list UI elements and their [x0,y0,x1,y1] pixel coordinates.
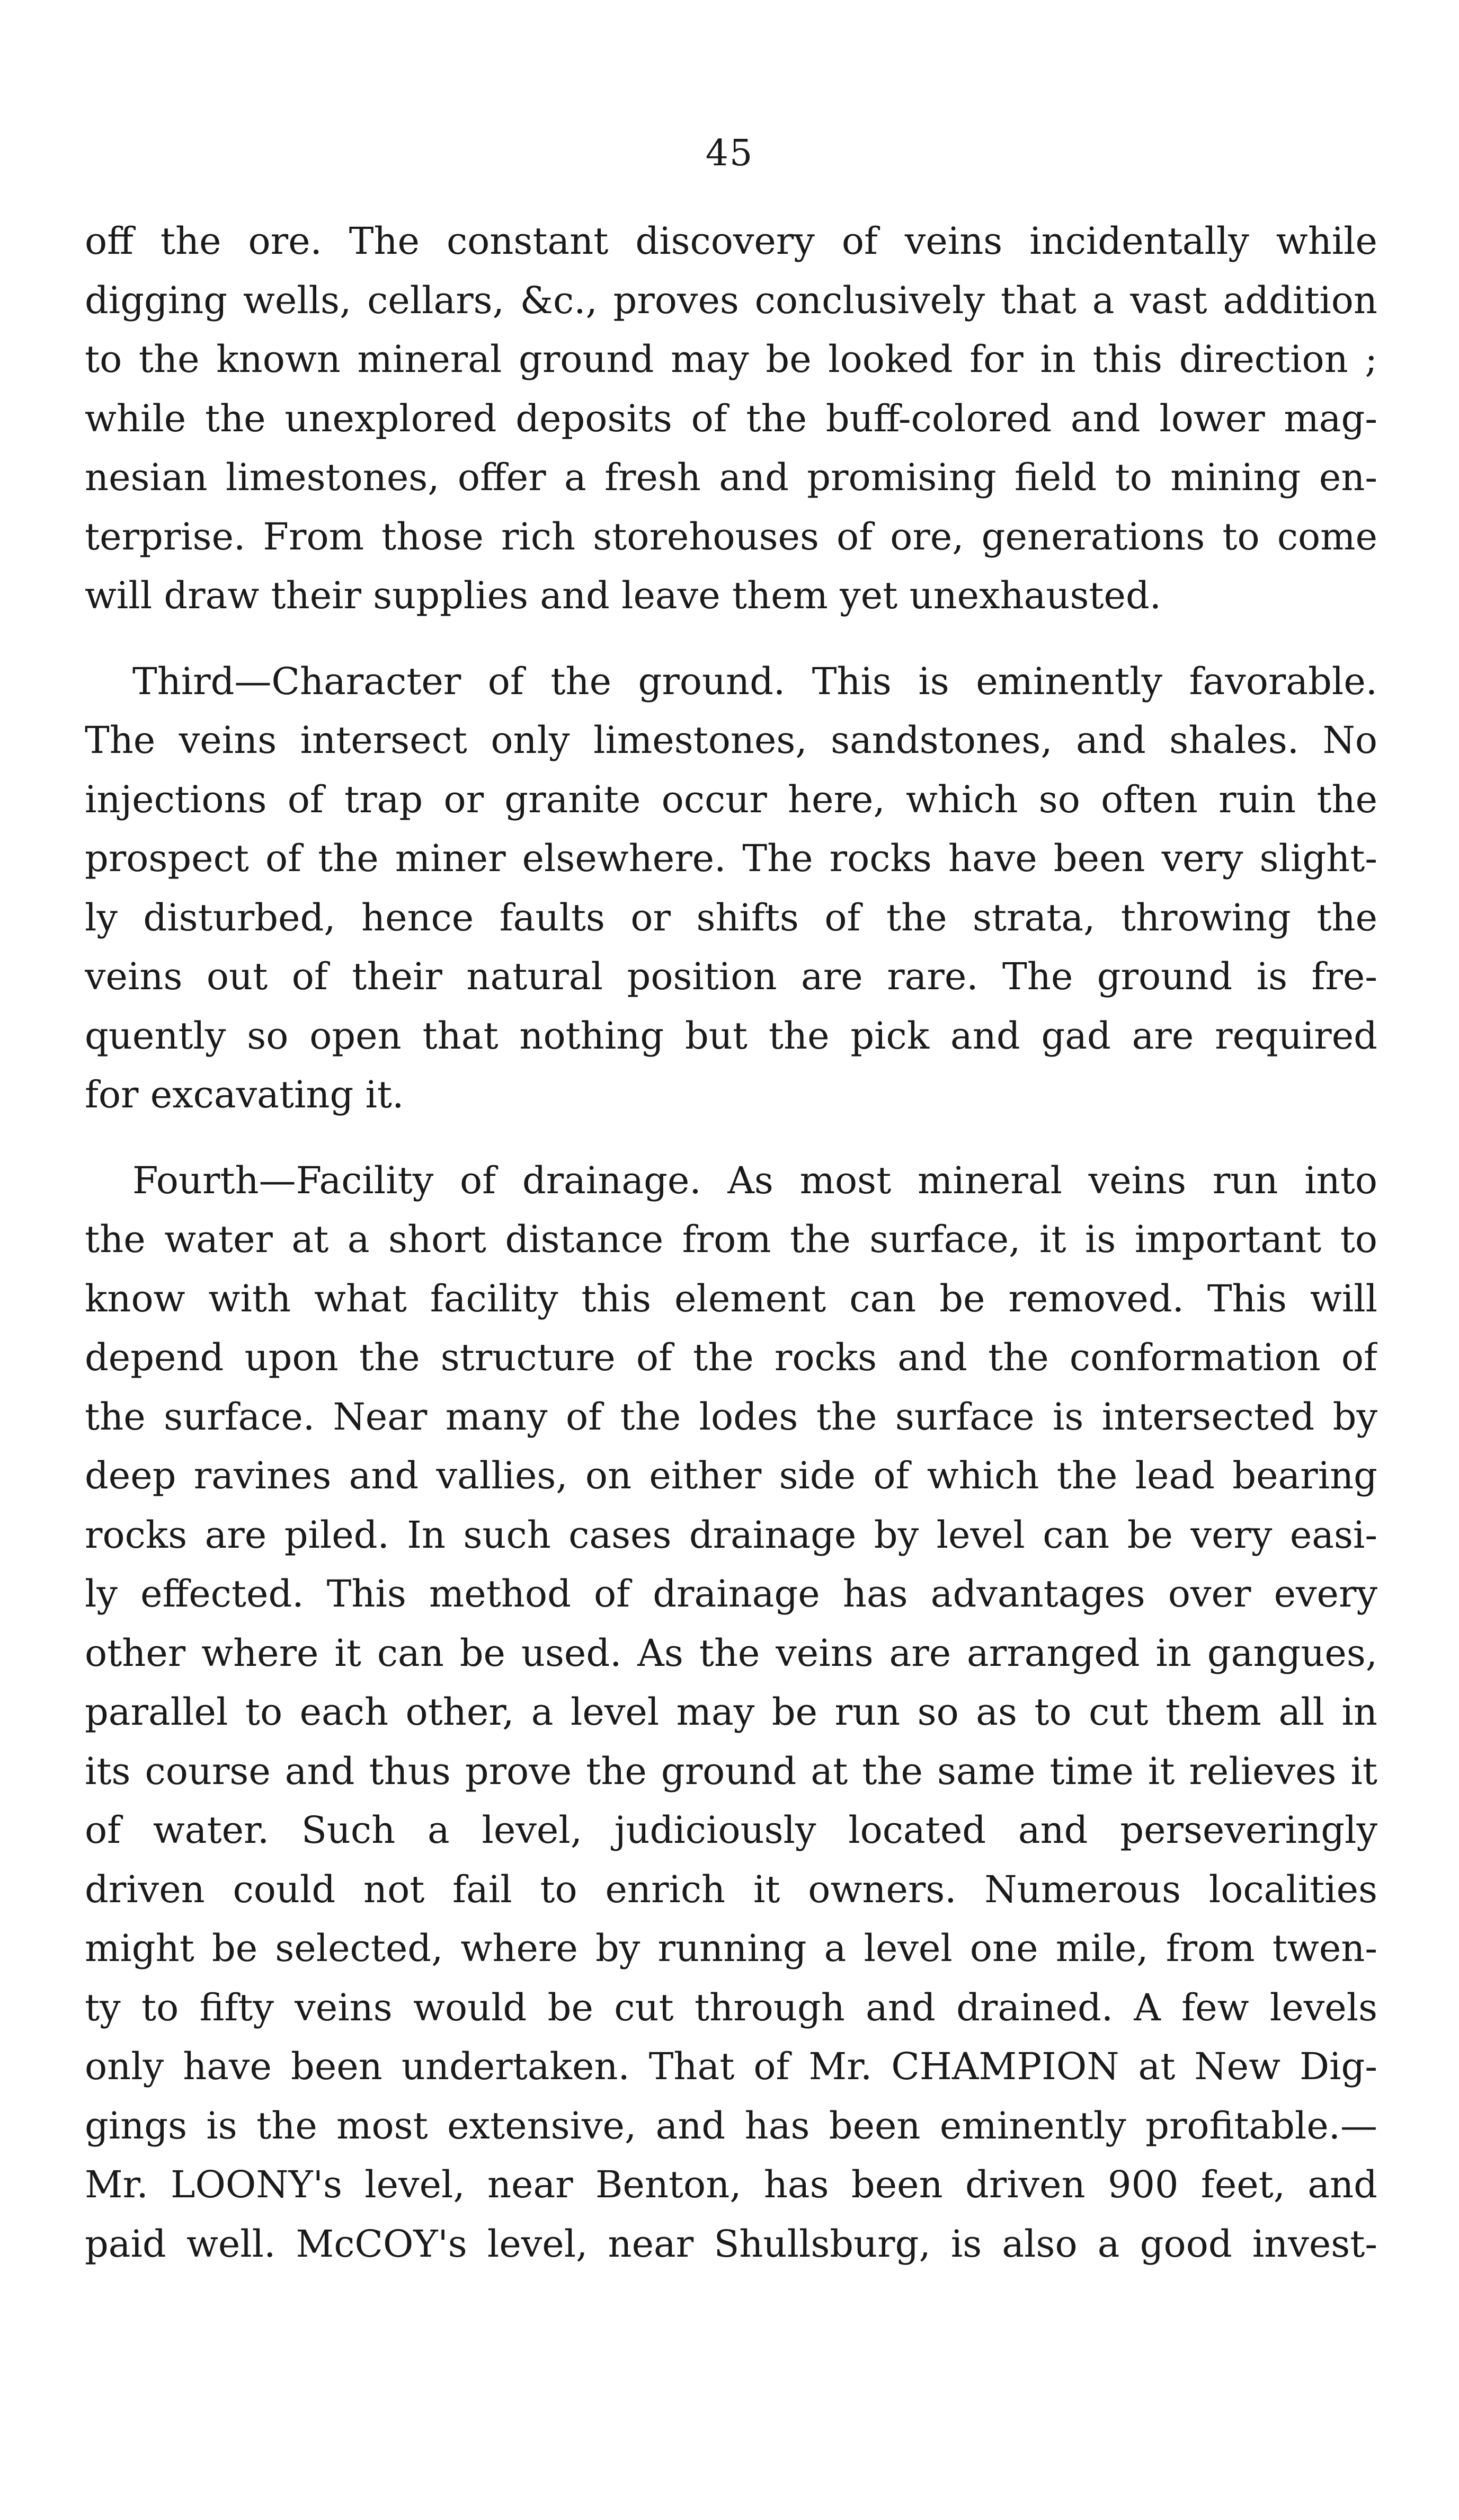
text-line: while the unexplored deposits of the buff-colored and lower mag- [85,396,1377,440]
text-line: rocks are piled. In such cases drainage by level can be very easi- [85,1513,1377,1557]
text-line: quently so open that nothing but the pick and gad are required [85,1014,1377,1058]
text-line: ly disturbed, hence faults or shifts of the strata, throwing the [85,895,1377,939]
text-line: prospect of the miner elsewhere. The rocks have been very slight- [85,837,1377,880]
text-line: parallel to each other, a level may be run so as to cut them all in [85,1690,1377,1734]
paragraph-ore-discovery [85,212,1377,626]
text-line: injections of trap or granite occur here, which so often ruin the [85,777,1377,821]
text-line: might be selected, where by running a level one mile, from twen- [85,1927,1377,1970]
paragraph-character-of-ground [85,652,1377,1125]
text-line: digging wells, cellars, &c., proves conclusively that a vast addition [85,278,1377,322]
text-line: ty to fifty veins would be cut through and drained. A few levels [85,1985,1377,2029]
text-line: driven could not fail to enrich it owners. Numerous localities [85,1867,1377,1911]
text-line: veins out of their natural position are rare. The ground is fre- [85,955,1377,998]
text-line: the water at a short distance from the surface, it is important to [85,1218,1377,1261]
text-line: off the ore. The constant discovery of veins incidentally while [85,219,1377,263]
text-line: Mr. LOONY's level, near Benton, has been driven 900 feet, and [85,2163,1377,2206]
text-line: know with what facility this element can be removed. This will [85,1276,1377,1320]
body-text [85,212,1377,2274]
text-line: of water. Such a level, judiciously located and perseveringly [85,1808,1377,1852]
text-line: nesian limestones, offer a fresh and promising field to mining en- [85,456,1377,499]
text-line: for excavating it. [85,1073,404,1116]
text-line: only have been undertaken. That of Mr. CHAMPION at New Dig- [85,2045,1377,2088]
text-line: ly effected. This method of drainage has advantages over every [85,1572,1377,1616]
text-line: The veins intersect only limestones, sandstones, and shales. No [85,718,1377,762]
text-line: Fourth—Facility of drainage. As most mineral veins run into [132,1158,1377,1202]
text-line: Third—Character of the ground. This is eminently favorable. [132,659,1377,703]
text-line: gings is the most extensive, and has been eminently profitable.— [85,2104,1377,2148]
text-line: other where it can be used. As the veins are arranged in gangues, [85,1631,1377,1675]
text-line: will draw their supplies and leave them yet unexhausted. [85,574,1162,617]
text-line: paid well. McCOY's level, near Shullsburg, is also a good invest- [85,2222,1377,2266]
text-line: deep ravines and vallies, on either side of which the lead bearing [85,1454,1377,1497]
text-line: to the known mineral ground may be looked for in this direction ; [85,338,1377,381]
page-number: 45 [705,132,754,174]
text-line: terprise. From those rich storehouses of ore, generations to come [85,514,1377,558]
text-line: its course and thus prove the ground at the same time it relieves it [85,1749,1377,1793]
paragraph-facility-of-drainage [85,1151,1377,2274]
text-line: the surface. Near many of the lodes the surface is intersected by [85,1395,1377,1439]
text-line: depend upon the structure of the rocks and the conformation of [85,1336,1377,1379]
